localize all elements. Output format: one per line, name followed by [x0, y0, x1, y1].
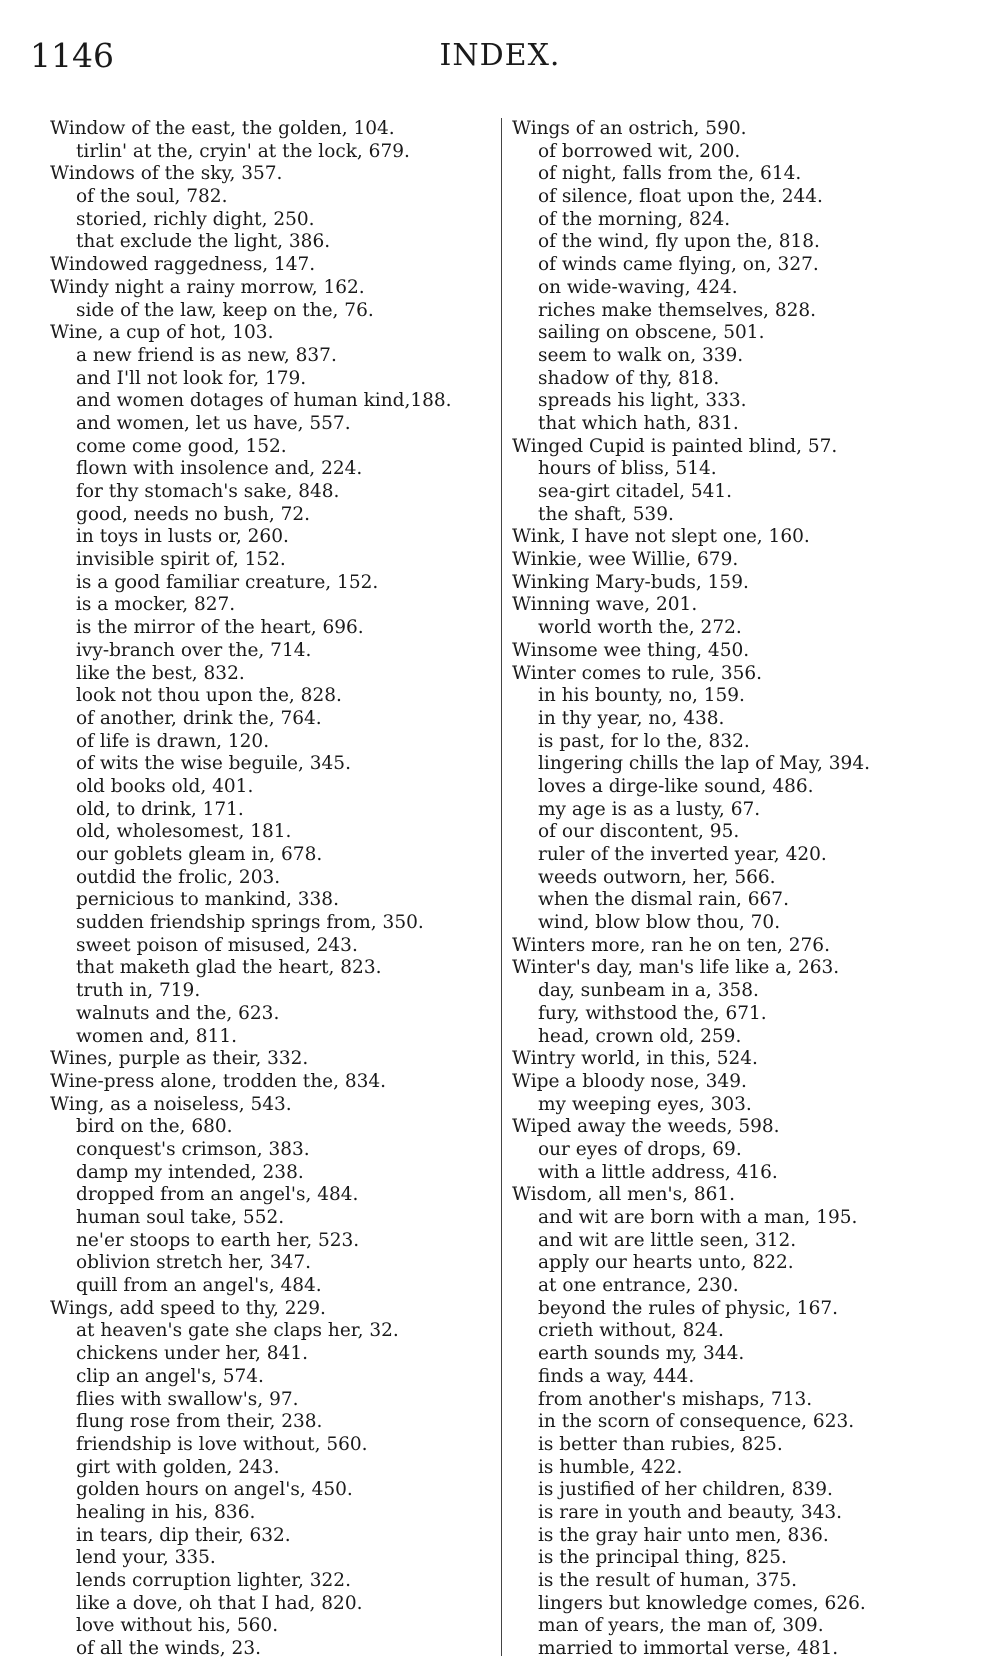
index-entry: Winkie, wee Willie, 679.	[512, 549, 739, 571]
index-subentry: is the mirror of the heart, 696.	[76, 617, 364, 639]
index-subentry: our eyes of drops, 69.	[538, 1138, 742, 1160]
index-subentry: in toys in lusts or, 260.	[76, 526, 289, 548]
index-subentry: is humble, 422.	[538, 1456, 683, 1478]
index-subentry: of the wind, fly upon the, 818.	[538, 231, 820, 253]
index-subentry: like a dove, oh that I had, 820.	[76, 1592, 363, 1614]
index-subentry: and wit are born with a man, 195.	[538, 1207, 858, 1228]
index-subentry: that which hath, 831.	[538, 412, 739, 434]
index-subentry: of borrowed wit, 200.	[538, 140, 741, 162]
index-subentry: flies with swallow's, 97.	[76, 1388, 299, 1410]
index-subentry: flung rose from their, 238.	[76, 1411, 323, 1433]
index-subentry: outdid the frolic, 203.	[76, 866, 281, 888]
index-subentry: and women dotages of human kind,188.	[76, 390, 452, 412]
index-entry: Wiped away the weeds, 598.	[512, 1116, 780, 1138]
index-subentry: is justified of her children, 839.	[538, 1479, 833, 1501]
index-subentry: look not thou upon the, 828.	[76, 685, 342, 707]
index-subentry: when the dismal rain, 667.	[538, 889, 789, 911]
index-subentry: of night, falls from the, 614.	[538, 163, 802, 185]
index-subentry: that exclude the light, 386.	[76, 231, 331, 253]
index-subentry: conquest's crimson, 383.	[76, 1138, 310, 1160]
index-subentry: human soul take, 552.	[76, 1207, 285, 1228]
index-subentry: is a good familiar creature, 152.	[76, 571, 379, 593]
index-subentry: ivy-branch over the, 714.	[76, 639, 312, 661]
index-entry: Wintry world, in this, 524.	[512, 1048, 758, 1070]
index-subentry: old, wholesomest, 181.	[76, 821, 292, 843]
index-subentry: spreads his light, 333.	[538, 390, 747, 412]
index-subentry: sea-girt citadel, 541.	[538, 481, 733, 502]
index-subentry: girt with golden, 243.	[76, 1456, 280, 1478]
index-entry: Wine-press alone, trodden the, 834.	[50, 1070, 387, 1092]
index-subentry: of the soul, 782.	[76, 186, 228, 208]
index-subentry: earth sounds my, 344.	[538, 1343, 745, 1365]
index-entry: Winning wave, 201.	[512, 594, 698, 616]
index-subentry: lends corruption lighter, 322.	[76, 1570, 351, 1591]
index-subentry: and wit are little seen, 312.	[538, 1229, 797, 1251]
index-subentry: of our discontent, 95.	[538, 821, 740, 843]
index-subentry: at one entrance, 230.	[538, 1275, 739, 1297]
index-subentry: old, to drink, 171.	[76, 798, 244, 820]
index-subentry: old books old, 401.	[76, 775, 254, 797]
index-subentry: beyond the rules of physic, 167.	[538, 1297, 838, 1319]
index-subentry: side of the law, keep on the, 76.	[76, 299, 374, 321]
index-subentry: wind, blow blow thou, 70.	[538, 912, 781, 934]
index-subentry: on wide-waving, 424.	[538, 276, 738, 298]
index-subentry: in his bounty, no, 159.	[538, 685, 745, 707]
index-subentry: that maketh glad the heart, 823.	[76, 957, 382, 979]
index-entry: Wisdom, all men's, 861.	[512, 1184, 736, 1206]
index-subentry: for thy stomach's sake, 848.	[76, 481, 340, 502]
index-subentry: the shaft, 539.	[538, 503, 674, 525]
index-subentry: quill from an angel's, 484.	[76, 1275, 322, 1297]
index-subentry: storied, richly dight, 250.	[76, 208, 315, 230]
index-subentry: healing in his, 836.	[76, 1501, 256, 1523]
index-subentry: shadow of thy, 818.	[538, 367, 720, 389]
index-subentry: is rare in youth and beauty, 343.	[538, 1501, 843, 1523]
index-subentry: with a little address, 416.	[538, 1161, 778, 1183]
index-subentry: oblivion stretch her, 347.	[76, 1252, 312, 1274]
index-subentry: fury, withstood the, 671.	[538, 1002, 767, 1024]
index-entry: Winsome wee thing, 450.	[512, 639, 750, 661]
index-subentry: is the result of human, 375.	[538, 1570, 798, 1591]
index-subentry: my age is as a lusty, 67.	[538, 798, 761, 820]
index-subentry: damp my intended, 238.	[76, 1161, 304, 1183]
index-subentry: sailing on obscene, 501.	[538, 322, 765, 344]
page-number: 1146	[30, 36, 114, 75]
index-subentry: head, crown old, 259.	[538, 1025, 742, 1047]
column-divider	[501, 118, 502, 1656]
index-entry: Windy night a rainy morrow, 162.	[50, 276, 365, 298]
index-subentry: dropped from an angel's, 484.	[76, 1184, 359, 1206]
index-subentry: day, sunbeam in a, 358.	[538, 980, 759, 1002]
index-subentry: crieth without, 824.	[538, 1320, 724, 1342]
index-entry: Winter's day, man's life like a, 263.	[512, 957, 840, 979]
index-entry: Wink, I have not slept one, 160.	[512, 526, 810, 548]
index-subentry: of silence, float upon the, 244.	[538, 186, 823, 208]
index-subentry: of all the winds, 23.	[76, 1638, 261, 1660]
index-subentry: of wits the wise beguile, 345.	[76, 753, 351, 775]
index-subentry: clip an angel's, 574.	[76, 1365, 264, 1387]
index-subentry: lingering chills the lap of May, 394.	[538, 753, 870, 775]
index-subentry: is past, for lo the, 832.	[538, 730, 750, 752]
index-subentry: a new friend is as new, 837.	[76, 344, 337, 366]
index-subentry: like the best, 832.	[76, 662, 245, 684]
index-subentry: man of years, the man of, 309.	[538, 1615, 824, 1637]
index-subentry: ruler of the inverted year, 420.	[538, 844, 827, 865]
index-entry: Winters more, ran he on ten, 276.	[512, 934, 830, 956]
index-entry: Window of the east, the golden, 104.	[50, 118, 395, 139]
index-subentry: bird on the, 680.	[76, 1116, 233, 1138]
index-subentry: flown with insolence and, 224.	[76, 458, 363, 480]
index-entry: Wine, a cup of hot, 103.	[50, 322, 274, 344]
index-subentry: pernicious to mankind, 338.	[76, 889, 339, 911]
index-column-left	[50, 118, 480, 1661]
index-subentry: truth in, 719.	[76, 980, 201, 1002]
index-entry: Wings of an ostrich, 590.	[512, 118, 747, 139]
index-subentry: at heaven's gate she claps her, 32.	[76, 1320, 399, 1342]
index-entry: Winter comes to rule, 356.	[512, 662, 763, 684]
index-entry: Wings, add speed to thy, 229.	[50, 1297, 326, 1319]
index-subentry: sweet poison of misused, 243.	[76, 934, 358, 956]
index-subentry: apply our hearts unto, 822.	[538, 1252, 794, 1274]
index-subentry: love without his, 560.	[76, 1615, 279, 1637]
index-subentry: of life is drawn, 120.	[76, 730, 270, 752]
index-subentry: come come good, 152.	[76, 435, 287, 457]
index-entry: Wipe a bloody nose, 349.	[512, 1070, 747, 1092]
index-subentry: friendship is love without, 560.	[76, 1433, 368, 1455]
index-subentry: finds a way, 444.	[538, 1365, 695, 1387]
index-subentry: and women, let us have, 557.	[76, 412, 351, 434]
index-subentry: in tears, dip their, 632.	[76, 1524, 291, 1546]
index-subentry: invisible spirit of, 152.	[76, 549, 286, 571]
index-subentry: loves a dirge-like sound, 486.	[538, 775, 814, 797]
index-entry: Windows of the sky, 357.	[50, 163, 283, 185]
index-subentry: ne'er stoops to earth her, 523.	[76, 1229, 360, 1251]
index-column-right	[512, 118, 982, 1661]
index-subentry: in the scorn of consequence, 623.	[538, 1411, 855, 1433]
index-entry: Wines, purple as their, 332.	[50, 1048, 309, 1070]
index-subentry: golden hours on angel's, 450.	[76, 1479, 353, 1501]
index-entry: Wing, as a noiseless, 543.	[50, 1093, 292, 1115]
index-subentry: is better than rubies, 825.	[538, 1433, 783, 1455]
index-subentry: of winds came flying, on, 327.	[538, 254, 819, 276]
index-entry: Winged Cupid is painted blind, 57.	[512, 435, 838, 457]
index-subentry: is a mocker, 827.	[76, 594, 236, 616]
index-subentry: weeds outworn, her, 566.	[538, 866, 776, 888]
index-entry: Winking Mary-buds, 159.	[512, 571, 749, 593]
index-subentry: our goblets gleam in, 678.	[76, 844, 323, 865]
index-subentry: sudden friendship springs from, 350.	[76, 912, 424, 934]
index-subentry: lend your, 335.	[76, 1547, 216, 1569]
index-subentry: walnuts and the, 623.	[76, 1002, 280, 1024]
index-subentry: chickens under her, 841.	[76, 1343, 308, 1365]
index-subentry: world worth the, 272.	[538, 617, 742, 639]
index-subentry: is the principal thing, 825.	[538, 1547, 787, 1569]
index-subentry: riches make themselves, 828.	[538, 299, 817, 321]
index-subentry: women and, 811.	[76, 1025, 237, 1047]
index-subentry: and I'll not look for, 179.	[76, 367, 307, 389]
page-title: INDEX.	[439, 38, 561, 73]
index-subentry: lingers but knowledge comes, 626.	[538, 1592, 866, 1614]
index-subentry: of another, drink the, 764.	[76, 707, 322, 729]
index-subentry: seem to walk on, 339.	[538, 344, 744, 366]
index-subentry: good, needs no bush, 72.	[76, 503, 311, 525]
index-subentry: my weeping eyes, 303.	[538, 1093, 752, 1115]
index-subentry: tirlin' at the, cryin' at the lock, 679.	[76, 140, 410, 162]
index-entry: Windowed raggedness, 147.	[50, 254, 316, 276]
index-subentry: of the morning, 824.	[538, 208, 731, 230]
index-subentry: in thy year, no, 438.	[538, 707, 725, 729]
index-subentry: is the gray hair unto men, 836.	[538, 1524, 829, 1546]
index-subentry: hours of bliss, 514.	[538, 458, 717, 480]
index-subentry: married to immortal verse, 481.	[538, 1638, 839, 1660]
index-subentry: from another's mishaps, 713.	[538, 1388, 813, 1410]
